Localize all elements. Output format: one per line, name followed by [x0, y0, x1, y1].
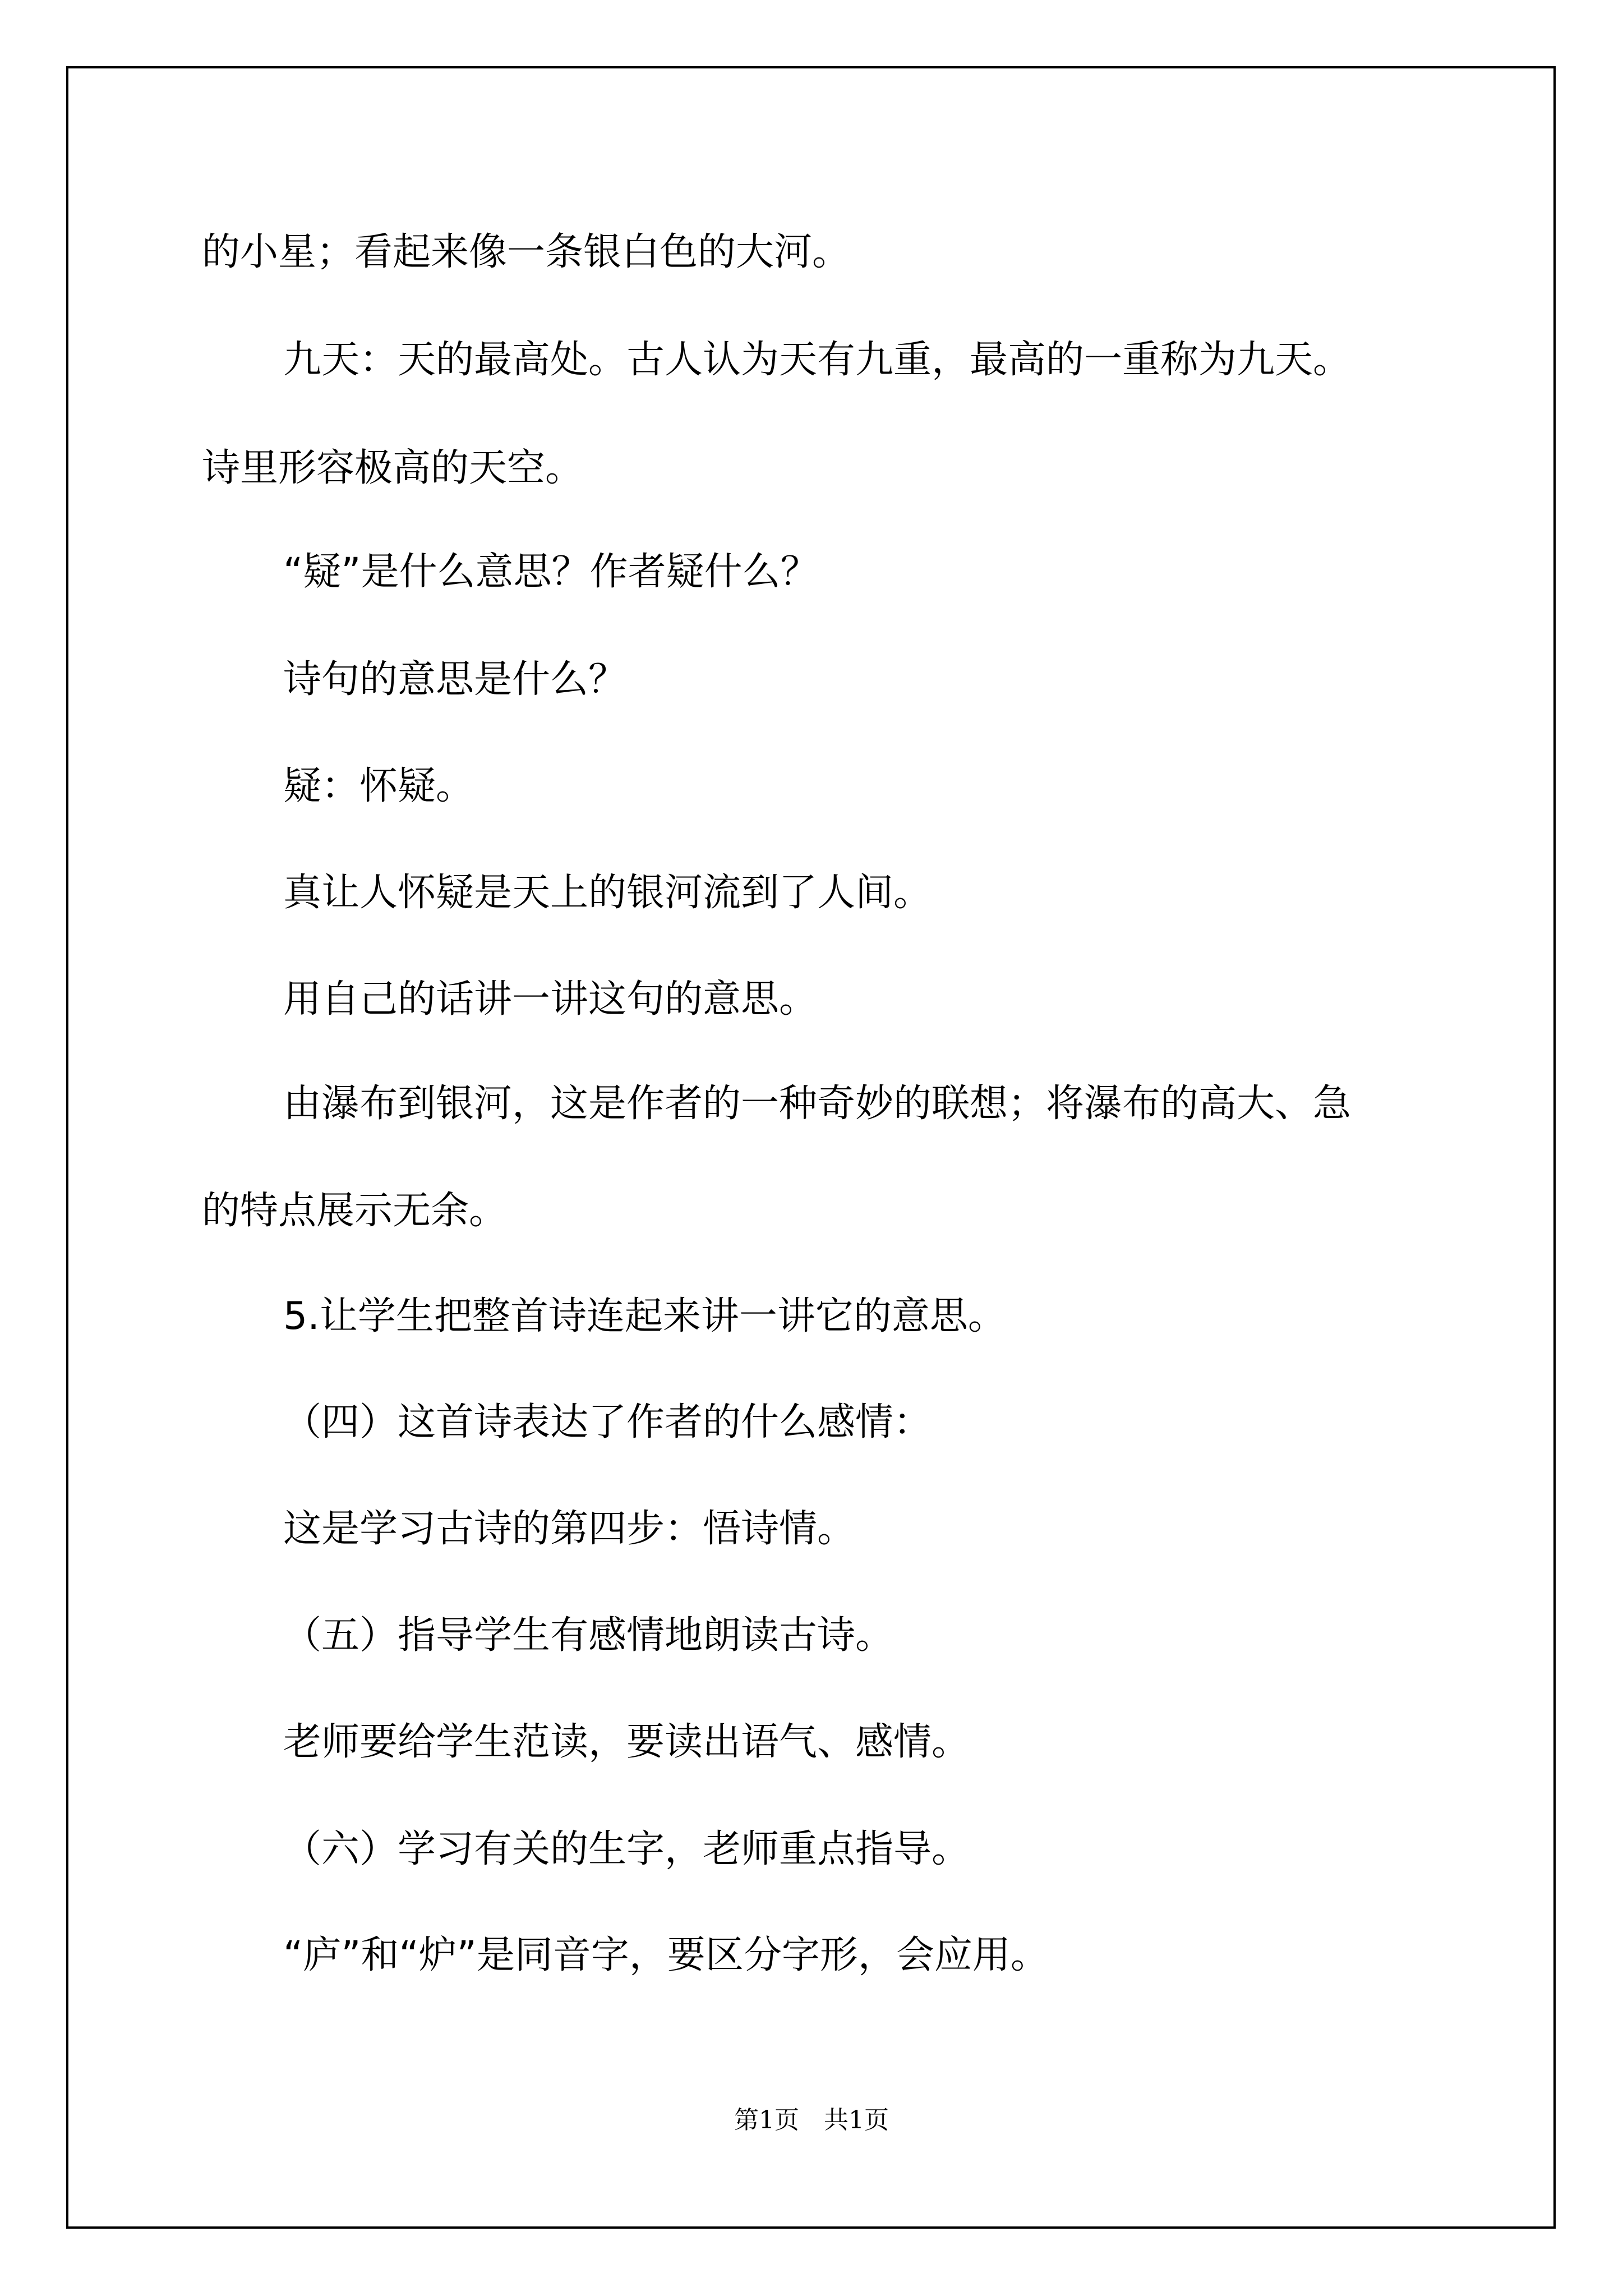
- text-line: （五）指导学生有感情地朗读古诗。: [283, 1613, 894, 1658]
- text-line: 的特点展示无余。: [202, 1189, 508, 1233]
- text-line: （四）这首诗表达了作者的什么感情：: [283, 1400, 932, 1444]
- text-line: 诗里形容极高的天空。: [202, 446, 584, 490]
- text-line: 诗句的意思是什么？: [283, 657, 627, 702]
- text-line: 由瀑布到银河，这是作者的一种奇妙的联想；将瀑布的高大、急: [283, 1082, 1352, 1126]
- text-line: 真让人怀疑是天上的银河流到了人间。: [283, 871, 932, 915]
- text-line: 老师要给学生范读，要读出语气、感情。: [283, 1720, 970, 1764]
- text-line: 5.让学生把整首诗连起来讲一讲它的意思。: [283, 1294, 1006, 1338]
- text-line: （六）学习有关的生字，老师重点指导。: [283, 1827, 970, 1871]
- text-line: “庐”和“炉”是同音字，要区分字形，会应用。: [283, 1933, 1049, 1977]
- text-line: 用自己的话讲一讲这句的意思。: [283, 977, 818, 1022]
- text-line: “疑”是什么意思？作者疑什么？: [283, 550, 819, 594]
- text-line: 的小星；看起来像一条银白色的大河。: [202, 230, 851, 274]
- text-line: 这是学习古诗的第四步：悟诗情。: [283, 1507, 856, 1551]
- text-line: 九天：天的最高处。古人认为天有九重，最高的一重称为九天。: [283, 338, 1352, 382]
- text-line: 疑：怀疑。: [283, 764, 474, 808]
- page-number-footer: 第1页 共1页: [734, 2106, 889, 2134]
- page-border: [66, 66, 1556, 2229]
